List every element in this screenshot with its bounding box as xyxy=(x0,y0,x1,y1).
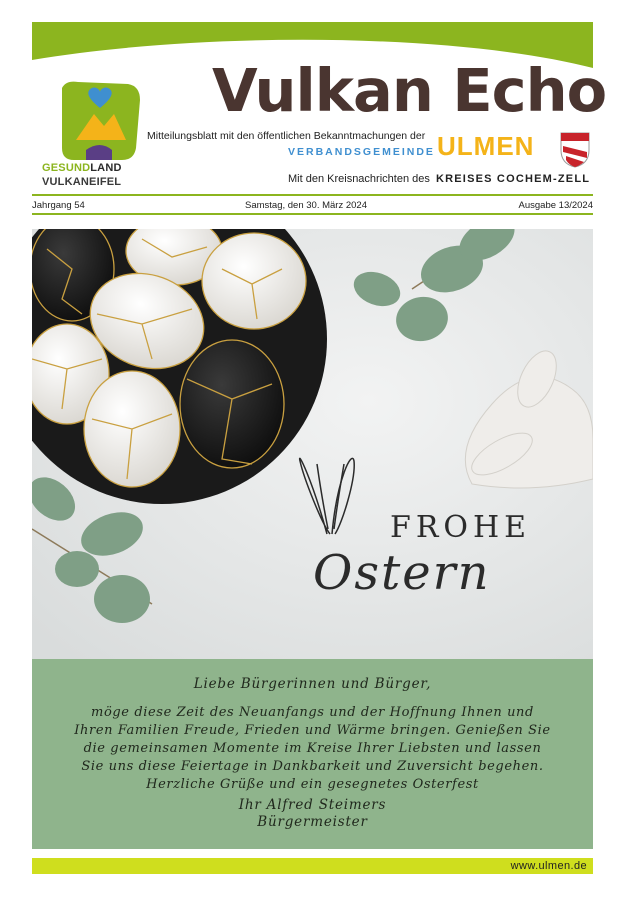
cover-frohe-text: FROHE xyxy=(390,510,532,545)
footer-bar xyxy=(32,858,593,874)
message-role: Bürgermeister xyxy=(257,814,368,830)
issue-volume: Jahrgang 54 xyxy=(32,200,85,211)
rule-bottom xyxy=(32,213,593,215)
kreis-line: Mit den Kreisnachrichten des KREISES COCHEM-ZELL xyxy=(288,173,591,185)
message-greeting: Liebe Bürgerinnen und Bürger, xyxy=(193,676,432,692)
rule-top xyxy=(32,194,593,196)
cover-ostern-text: Ostern xyxy=(313,545,491,601)
publication-title: Vulkan Echo xyxy=(212,56,607,125)
footer-url[interactable]: www.ulmen.de xyxy=(510,860,587,872)
message-body: möge diese Zeit des Neuanfangs und der Hoffnung Ihnen und Ihren Familien Freude, Frieden und Wärme bringen. Genießen Sie die gemeinsamen Momente im Kreise Ihrer Liebsten und lassen Sie uns diese Feiertage in Dankbarkeit und Zuversicht begehen. Herzliche Grüße und ein gesegnetes Osterfest xyxy=(74,705,551,792)
issue-number: Ausgabe 13/2024 xyxy=(518,200,593,211)
town-name: ULMEN xyxy=(437,131,535,161)
message-signature: Ihr Alfred Steimers xyxy=(238,797,387,813)
mayor-message-box xyxy=(32,659,593,849)
logo-text-line1: GESUNDLAND xyxy=(42,162,122,174)
publication-subtitle: Mitteilungsblatt mit den öffentlichen Bekanntmachungen der xyxy=(147,130,426,142)
verbandsgemeinde-label: VERBANDSGEMEINDE xyxy=(288,146,435,158)
issue-date: Samstag, den 30. März 2024 xyxy=(245,200,367,211)
logo-text-line2: VULKANEIFEL xyxy=(42,176,122,188)
coat-of-arms-icon xyxy=(560,132,590,168)
